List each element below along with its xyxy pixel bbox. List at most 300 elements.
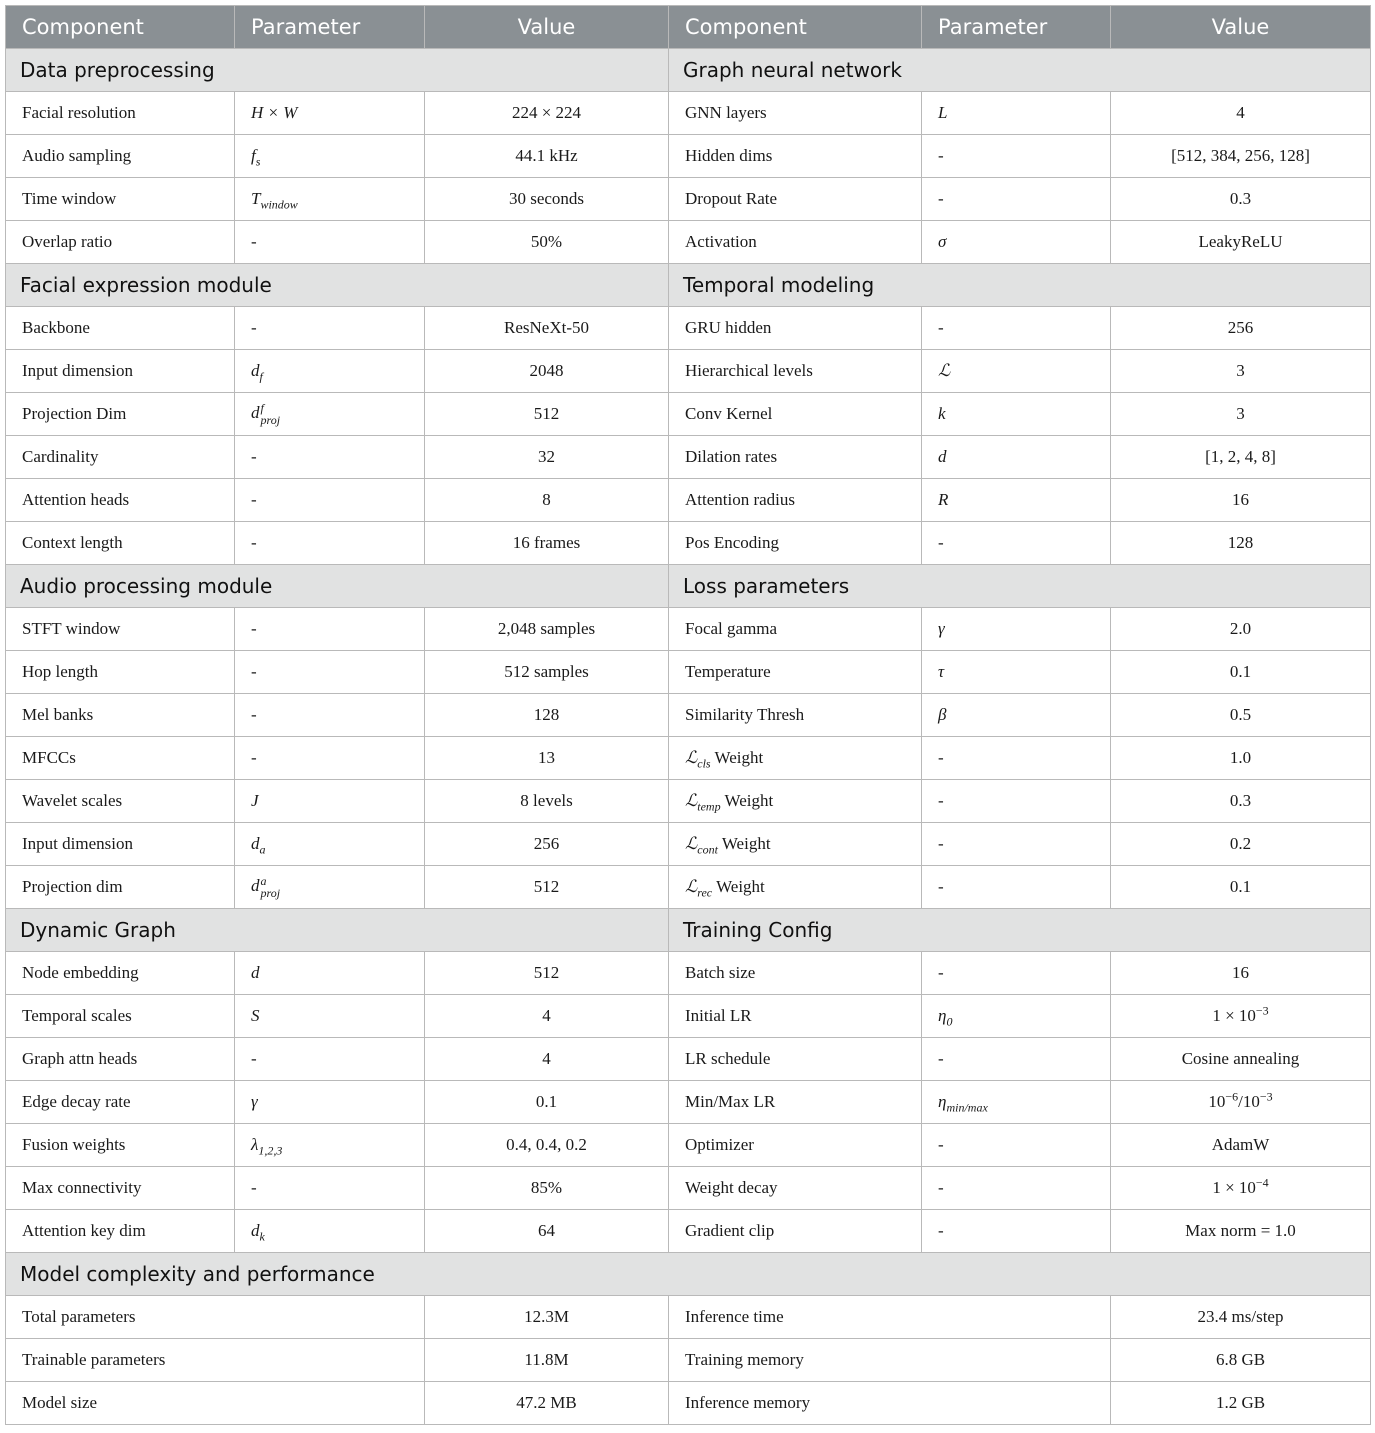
parameter-symbol: η [938,1092,947,1111]
value-text: 64 [538,1221,555,1240]
value-cell-right [1111,737,1371,780]
component-label: Similarity Thresh [685,705,805,724]
parameter-cell-left [235,995,425,1038]
component-cell-right [669,995,922,1038]
component-label: Projection dim [22,877,123,896]
component-cell-right [669,608,922,651]
loss-symbol: ℒ [685,791,698,811]
value-text: 4 [542,1006,551,1025]
value-text: 0.3 [1229,791,1252,810]
component-label: Fusion weights [22,1135,126,1154]
value-text: 3 [1236,361,1245,380]
value-cell-right [1111,608,1371,651]
value-text: 16 frames [512,533,581,552]
table-row [6,694,1371,737]
loss-subscript: rec [697,885,713,900]
value-exponent: −4 [1255,1175,1269,1190]
value-cell-right [1111,221,1371,264]
value-text: 1.0 [1229,748,1252,767]
parameter-symbol: - [938,1049,944,1068]
parameter-symbol: - [251,1178,257,1197]
value-text-2: /10 [1238,1092,1260,1111]
value-cell-left [425,307,669,350]
component-label: Weight [724,791,774,810]
component-cell-left [6,780,235,823]
value-cell-left [425,178,669,221]
parameter-symbol: - [938,1221,944,1240]
value-cell-left [425,350,669,393]
parameter-cell-left [235,737,425,780]
parameter-cell-left [235,135,425,178]
section-title-right: Loss parameters [669,565,1371,608]
parameter-cell-right [922,694,1111,737]
component-label: Attention heads [22,490,130,509]
table-row [6,823,1371,866]
parameter-symbol: T [251,189,261,208]
value-text: 0.4, 0.4, 0.2 [506,1135,587,1154]
parameter-cell-right [922,608,1111,651]
component-label: Cardinality [22,447,99,466]
parameter-symbol: f [251,146,256,165]
component-label: Projection Dim [22,404,127,423]
value-cell-left [425,737,669,780]
component-cell-right [669,737,922,780]
value-cell-right [1111,1124,1371,1167]
table-header-row [6,6,1371,49]
component-label: Optimizer [685,1135,754,1154]
value-text: Cosine annealing [1181,1049,1300,1068]
parameter-cell-right [922,1167,1111,1210]
table-row [6,1081,1371,1124]
parameter-cell-left [235,694,425,737]
parameter-cell-left [235,479,425,522]
parameter-symbol: - [251,662,257,681]
component-cell-right [669,221,922,264]
component-cell-left [6,1124,235,1167]
table-row [6,436,1371,479]
value-cell-left [425,393,669,436]
parameter-cell-right [922,780,1111,823]
component-cell-left [6,307,235,350]
table-row [6,221,1371,264]
parameter-symbol: - [938,1135,944,1154]
parameter-symbol: ℒ [938,361,951,380]
metric-value-right: 6.8 GB [1111,1339,1371,1382]
component-cell-right [669,178,922,221]
component-cell-left [6,92,235,135]
parameter-cell-right [922,1038,1111,1081]
header-parameter-right: Parameter [922,6,1111,49]
parameter-cell-left [235,608,425,651]
loss-subscript: cont [697,842,718,857]
component-label: LR schedule [685,1049,771,1068]
symbol-subscript: min/max [946,1100,988,1115]
parameter-cell-left [235,1081,425,1124]
parameter-cell-right [922,1124,1111,1167]
component-cell-right [669,135,922,178]
value-cell-right [1111,1167,1371,1210]
parameter-symbol: - [938,318,944,337]
section-header-row [6,909,1371,952]
parameter-cell-left [235,522,425,565]
value-text: 256 [1227,318,1254,337]
symbol-scripts [261,402,281,426]
value-cell-right [1111,995,1371,1038]
component-cell-left [6,350,235,393]
component-cell-right [669,393,922,436]
component-label: Conv Kernel [685,404,773,423]
parameter-symbol: S [251,1006,260,1025]
value-text: 0.5 [1229,705,1252,724]
value-text: 10 [1208,1092,1226,1111]
value-exponent-2: −3 [1259,1089,1273,1104]
parameter-symbol: - [938,533,944,552]
value-cell-left [425,823,669,866]
parameter-cell-left [235,221,425,264]
component-label: Batch size [685,963,756,982]
component-label: Attention radius [685,490,796,509]
component-label: GRU hidden [685,318,772,337]
table-row [6,479,1371,522]
component-label: Node embedding [22,963,139,982]
parameter-symbol: k [938,404,946,423]
value-cell-left [425,1210,669,1253]
symbol-subscript: window [260,197,298,212]
component-cell-right [669,694,922,737]
metric-label-left: Total parameters [6,1296,425,1339]
component-cell-right [669,1124,922,1167]
component-label: Weight [714,748,764,767]
value-text: LeakyReLU [1198,232,1283,251]
value-exponent: −6 [1225,1089,1239,1104]
value-cell-left [425,135,669,178]
component-label: Weight [721,834,771,853]
parameter-cell-left [235,92,425,135]
value-text: 128 [533,705,560,724]
value-cell-right [1111,522,1371,565]
value-cell-left [425,952,669,995]
value-cell-left [425,1124,669,1167]
parameter-cell-right [922,436,1111,479]
table-row [6,393,1371,436]
value-text: 44.1 kHz [515,146,578,165]
table-row [6,92,1371,135]
value-cell-left [425,995,669,1038]
section-title-right: Graph neural network [669,49,1371,92]
symbol-subscript: s [255,154,261,169]
metric-value-left: 12.3M [425,1296,669,1339]
symbol-subscript: a [259,842,266,857]
component-label: Min/Max LR [685,1092,776,1111]
parameter-cell-left [235,823,425,866]
parameter-cell-right [922,1081,1111,1124]
value-cell-left [425,866,669,909]
header-component-left: Component [6,6,235,49]
table-row [6,1167,1371,1210]
value-text: 16 [1232,490,1249,509]
symbol-superscript: a [260,874,267,888]
component-label: Facial resolution [22,103,136,122]
parameter-cell-right [922,651,1111,694]
value-cell-left [425,92,669,135]
parameter-symbol: - [938,1178,944,1197]
value-text: 4 [1236,103,1245,122]
component-cell-right [669,479,922,522]
component-cell-right [669,307,922,350]
value-text: 512 [533,963,560,982]
parameter-cell-right [922,307,1111,350]
value-text: 512 [533,404,560,423]
parameter-symbol: d [251,361,260,380]
value-text: 224 × 224 [511,103,582,122]
parameter-symbol: - [938,189,944,208]
parameter-cell-right [922,178,1111,221]
section-title-left: Facial expression module [6,264,669,307]
component-cell-right [669,651,922,694]
value-cell-left [425,1081,669,1124]
value-cell-right [1111,780,1371,823]
value-text: 50% [530,232,563,251]
component-label: Dropout Rate [685,189,778,208]
loss-symbol: ℒ [685,834,698,854]
symbol-superscript: f [260,401,264,415]
parameter-cell-left [235,307,425,350]
value-text: 512 samples [504,662,589,681]
value-cell-left [425,608,669,651]
metric-label-left: Model size [6,1382,425,1425]
header-parameter-left: Parameter [235,6,425,49]
section-header-row [6,49,1371,92]
component-label: Gradient clip [685,1221,775,1240]
component-cell-left [6,995,235,1038]
parameter-symbol: - [251,447,257,466]
parameter-symbol: - [251,705,257,724]
value-text: 1 × 10 [1212,1178,1256,1197]
table-body [6,49,1371,1425]
component-label: Edge decay rate [22,1092,131,1111]
value-text: 0.1 [535,1092,558,1111]
hyperparameter-table [5,5,1371,1425]
value-text: 30 seconds [508,189,585,208]
component-cell-left [6,522,235,565]
parameter-symbol: L [938,103,948,122]
value-text: ResNeXt-50 [504,318,589,337]
value-cell-left [425,436,669,479]
table-row [6,178,1371,221]
value-text: 16 [1232,963,1249,982]
value-cell-left [425,479,669,522]
value-cell-left [425,1038,669,1081]
component-label: MFCCs [22,748,76,767]
value-cell-right [1111,651,1371,694]
section-header-row [6,264,1371,307]
parameter-symbol: - [251,619,257,638]
component-label: Context length [22,533,123,552]
parameter-cell-left [235,436,425,479]
value-text: 3 [1236,404,1245,423]
value-cell-left [425,221,669,264]
value-cell-left [425,522,669,565]
component-label: Audio sampling [22,146,132,165]
section-title-right: Temporal modeling [669,264,1371,307]
header-value-right: Value [1111,6,1371,49]
parameter-symbol: - [938,963,944,982]
component-cell-right [669,436,922,479]
component-cell-right [669,522,922,565]
header-component-right: Component [669,6,922,49]
component-cell-right [669,952,922,995]
parameter-symbol: γ [938,619,945,638]
section-header-row [6,565,1371,608]
symbol-subscript: f [259,369,263,384]
section-header-row [6,1253,1371,1296]
value-cell-right [1111,694,1371,737]
symbol-subscript: 0 [946,1014,953,1029]
section-title-left: Data preprocessing [6,49,669,92]
parameter-cell-right [922,393,1111,436]
value-cell-right [1111,479,1371,522]
parameter-cell-left [235,1038,425,1081]
value-text: 2.0 [1229,619,1252,638]
value-cell-right [1111,393,1371,436]
component-cell-right [669,1167,922,1210]
component-cell-left [6,694,235,737]
table-row [6,651,1371,694]
value-cell-right [1111,92,1371,135]
parameter-cell-left [235,393,425,436]
loss-subscript: temp [697,799,721,814]
component-cell-left [6,737,235,780]
parameter-cell-right [922,350,1111,393]
value-text: 0.1 [1229,877,1252,896]
parameter-symbol: - [938,834,944,853]
parameter-symbol: τ [938,662,945,681]
parameter-cell-left [235,780,425,823]
component-cell-left [6,866,235,909]
loss-symbol: ℒ [685,748,698,768]
parameter-cell-right [922,952,1111,995]
parameter-cell-right [922,92,1111,135]
value-text: 85% [530,1178,563,1197]
value-cell-right [1111,952,1371,995]
component-label: Backbone [22,318,90,337]
component-cell-left [6,479,235,522]
component-cell-left [6,952,235,995]
value-cell-left [425,1167,669,1210]
parameter-cell-right [922,135,1111,178]
value-cell-right [1111,307,1371,350]
component-label: Wavelet scales [22,791,123,810]
symbol-subscript: k [259,1229,265,1244]
value-text: 8 levels [520,791,573,810]
component-label: Focal gamma [685,619,778,638]
value-cell-right [1111,178,1371,221]
parameter-cell-left [235,866,425,909]
symbol-subscript: proj [260,886,281,900]
metric-label-right: Inference memory [669,1382,1111,1425]
value-text: 2048 [529,361,564,380]
value-text: 1 × 10 [1212,1006,1256,1025]
component-label: Dilation rates [685,447,778,466]
value-text: [512, 384, 256, 128] [1171,146,1310,165]
component-label: STFT window [22,619,121,638]
value-cell-left [425,651,669,694]
parameter-cell-right [922,737,1111,780]
value-text: 0.3 [1229,189,1252,208]
value-cell-right [1111,866,1371,909]
component-label: Input dimension [22,361,133,380]
value-text: 13 [538,748,555,767]
component-label: Pos Encoding [685,533,779,552]
header-value-left: Value [425,6,669,49]
table-row [6,522,1371,565]
value-cell-right [1111,1210,1371,1253]
component-cell-left [6,1081,235,1124]
metric-label-left: Trainable parameters [6,1339,425,1382]
component-label: Hidden dims [685,146,773,165]
parameter-symbol: - [938,146,944,165]
value-text: 128 [1227,533,1254,552]
table-row [6,350,1371,393]
component-label: Initial LR [685,1006,752,1025]
component-cell-left [6,651,235,694]
parameter-symbol: σ [938,232,947,251]
component-label: Attention key dim [22,1221,146,1240]
value-cell-right [1111,1038,1371,1081]
parameter-cell-right [922,995,1111,1038]
value-text: 2,048 samples [497,619,596,638]
value-cell-right [1111,436,1371,479]
value-cell-right [1111,350,1371,393]
symbol-subscript: proj [260,413,281,427]
component-cell-right [669,866,922,909]
parameter-symbol: d [251,963,260,982]
component-label: Input dimension [22,834,133,853]
section-title-left: Dynamic Graph [6,909,669,952]
parameter-symbol: - [251,318,257,337]
component-cell-left [6,608,235,651]
parameter-cell-left [235,178,425,221]
metric-label-right: Inference time [669,1296,1111,1339]
parameter-symbol: H × W [251,103,298,122]
component-cell-left [6,1210,235,1253]
metric-label-right: Training memory [669,1339,1111,1382]
table-row [6,737,1371,780]
component-label: Temporal scales [22,1006,132,1025]
parameter-cell-right [922,866,1111,909]
parameter-cell-right [922,479,1111,522]
parameter-symbol: d [938,447,947,466]
parameter-symbol: J [251,791,259,810]
loss-symbol: ℒ [685,877,698,897]
parameter-symbol: d [251,402,260,422]
table-row [6,135,1371,178]
parameter-symbol: γ [251,1092,258,1111]
parameter-symbol: d [251,834,260,853]
parameter-symbol: d [251,875,260,895]
component-cell-left [6,135,235,178]
table-row [6,995,1371,1038]
value-cell-right [1111,823,1371,866]
component-label: Hop length [22,662,99,681]
value-exponent: −3 [1255,1003,1269,1018]
metric-value-right: 23.4 ms/step [1111,1296,1371,1339]
complexity-row [6,1296,1371,1339]
component-cell-left [6,1167,235,1210]
parameter-symbol: - [251,533,257,552]
parameter-symbol: - [251,748,257,767]
parameter-symbol: d [251,1221,260,1240]
